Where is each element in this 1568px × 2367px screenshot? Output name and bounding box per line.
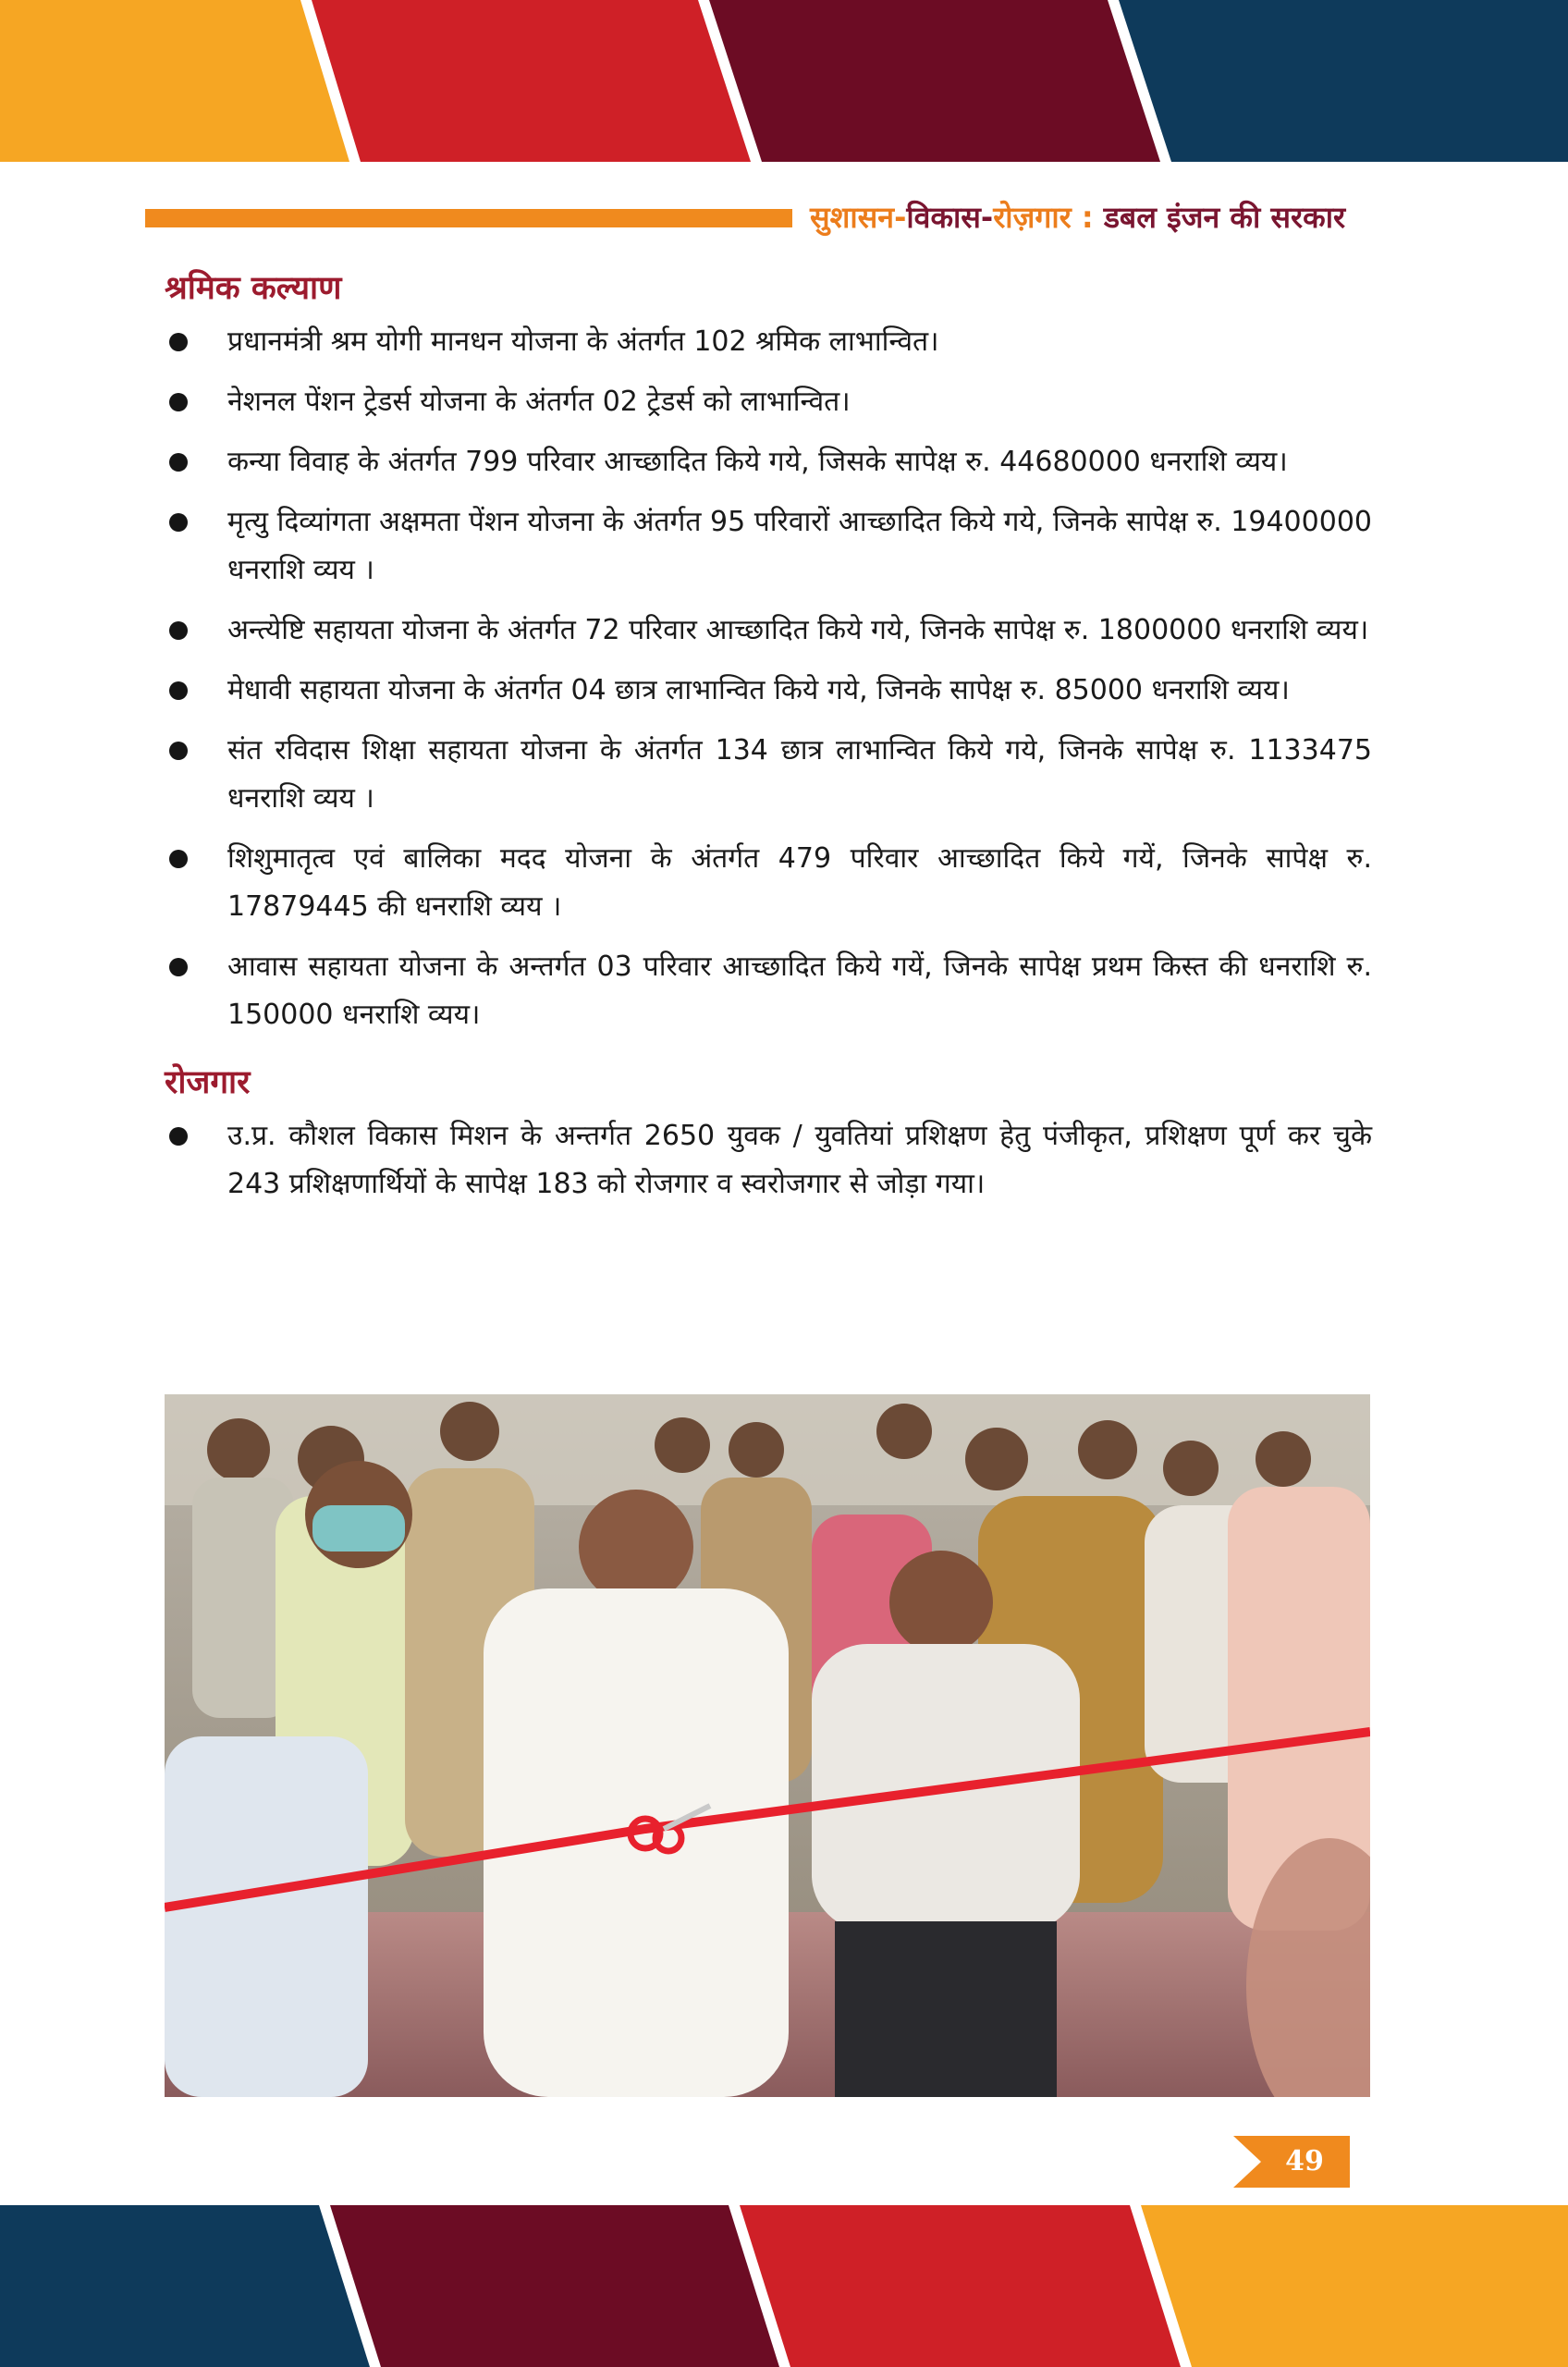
list-item [165,498,1372,595]
list-item-text: शिशुमातृत्व एवं बालिका मदद योजना के अंतर्गत 479 परिवार आच्छादित किये गयें, जिनके सापेक्ष रु. 17879445 की धनराशि व्यय । [227,842,1372,923]
section-heading-labour-welfare: श्रमिक कल्याण [165,270,342,307]
section-heading-employment: रोजगार [165,1064,251,1101]
header-title-part-4: डबल इंजन की सरकार [1103,200,1346,235]
bottom-color-band [0,2205,1568,2367]
list-item [165,607,1372,655]
list-item [165,727,1372,823]
bullet-icon [169,958,188,976]
bullet-icon [169,393,188,411]
bullet-icon [169,742,188,760]
bullet-icon [169,681,188,700]
list-item-text: अन्त्येष्टि सहायता योजना के अंतर्गत 72 परिवार आच्छादित किये गये, जिनके सापेक्ष रु. 1800000 धनराशि व्यय। [227,614,1369,646]
header-title-part-1: सुशासन- [810,200,907,235]
list-item-text: आवास सहायता योजना के अन्तर्गत 03 परिवार आच्छादित किये गयें, जिनके सापेक्ष प्रथम किस्त की धनराशि रु. 150000 धनराशि व्यय। [227,950,1372,1031]
running-header-title [810,195,1365,239]
list-item [165,318,1372,366]
bullet-icon [169,513,188,532]
list-item-text: संत रविदास शिक्षा सहायता योजना के अंतर्गत 134 छात्र लाभान्वित किये गये, जिनके सापेक्ष रु. 1133475 धनराशि व्यय । [227,734,1372,815]
bullet-icon [169,453,188,472]
list-item [165,943,1372,1039]
list-item [165,667,1372,715]
header-title-part-3: रोज़गार : [993,200,1104,235]
labour-welfare-list [165,318,1372,1039]
header-rule [145,209,792,227]
list-item-text: मृत्यु दिव्यांगता अक्षमता पेंशन योजना के अंतर्गत 95 परिवारों आच्छादित किये गये, जिनके सापेक्ष रु. 19400000 धनराशि व्यय । [227,506,1372,586]
list-item [165,835,1372,931]
list-item-text: मेधावी सहायता योजना के अंतर्गत 04 छात्र लाभान्वित किये गये, जिनके सापेक्ष रु. 85000 धनराशि व्यय। [227,674,1290,706]
list-item-text: नेशनल पेंशन ट्रेडर्स योजना के अंतर्गत 02 ट्रेडर्स को लाभान्वित। [227,386,851,418]
page-number-tab [1233,2136,1350,2188]
list-item [165,1112,1372,1208]
list-item-text: प्रधानमंत्री श्रम योगी मानधन योजना के अंतर्गत 102 श्रमिक लाभान्वित। [227,325,939,358]
list-item-text: कन्या विवाह के अंतर्गत 799 परिवार आच्छादित किये गये, जिसके सापेक्ष रु. 44680000 धनराशि व्यय। [227,446,1288,478]
bullet-icon [169,333,188,351]
bullet-icon [169,850,188,868]
page-number: 49 [1285,2145,1324,2177]
header-title-part-2: विकास- [906,200,994,235]
ribbon-cutting-photo [165,1394,1370,2097]
page-content [165,264,1372,1220]
top-color-band [0,0,1568,162]
list-item-text: उ.प्र. कौशल विकास मिशन के अन्तर्गत 2650 युवक / युवतियां प्रशिक्षण हेतु पंजीकृत, प्रशिक्षण पूर्ण कर चुके 243 प्रशिक्षणार्थियों के सापेक्ष 183 को रोजगार व स्वरोजगार से जोड़ा गया। [227,1120,1372,1200]
bullet-icon [169,1127,188,1146]
employment-list [165,1112,1372,1208]
list-item [165,378,1372,426]
list-item [165,438,1372,486]
bullet-icon [169,621,188,640]
